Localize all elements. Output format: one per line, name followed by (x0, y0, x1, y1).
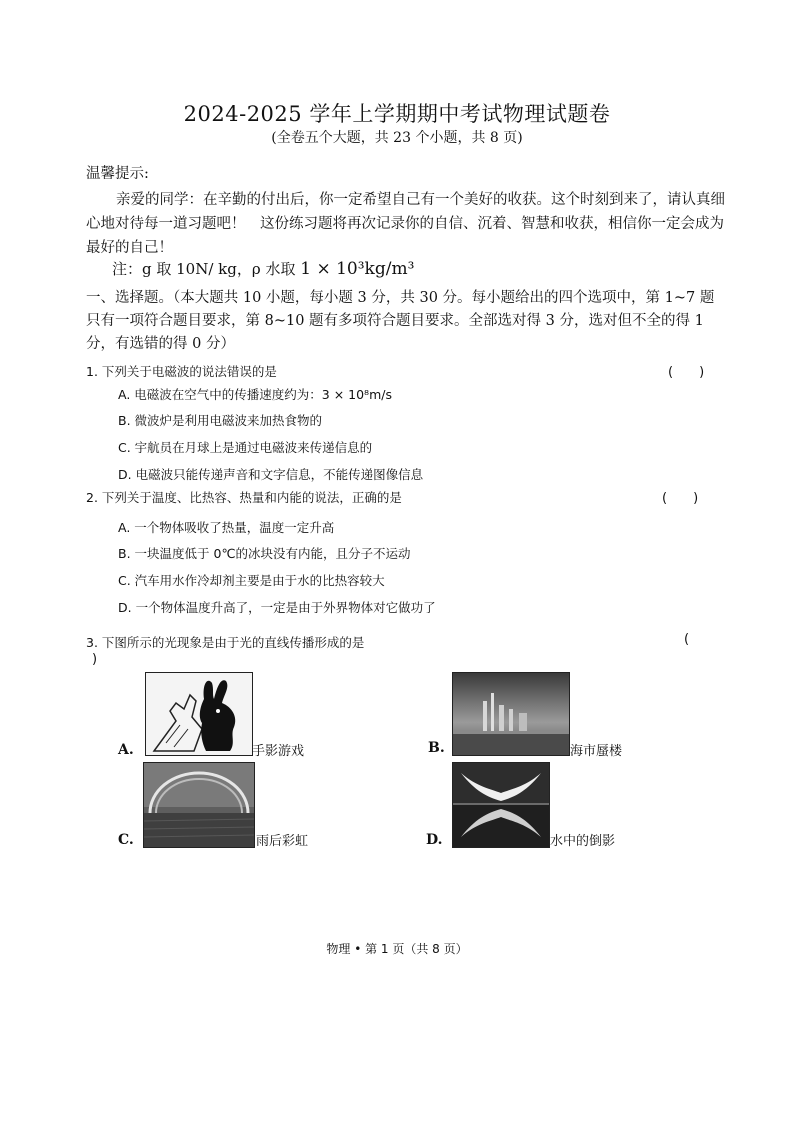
q3-image-b-letter: B. (428, 740, 445, 756)
page-title: 2024-2025 学年上学期期中考试物理试题卷 (183, 102, 611, 126)
q3-image-c-rainbow (143, 762, 255, 848)
question-1-answer-paren: ( ) (668, 365, 705, 380)
mirage-illustration (453, 673, 569, 755)
q3-image-c-caption: 雨后彩虹 (256, 834, 309, 849)
q1-option-b: B. 微波炉是利用电磁波来加热食物的 (118, 413, 323, 428)
question-2-answer-paren: ( ) (662, 491, 699, 506)
note-value: 1 × 10³kg/m³ (300, 259, 415, 279)
question-3-stem: 3. 下图所示的光现象是由于光的直线传播形成的是 (86, 635, 365, 650)
question-3-paren-open: ( (684, 632, 690, 647)
note-prefix: 注：g 取 10N/ kg，ρ 水取 (112, 260, 296, 278)
q2-option-d: D. 一个物体温度升高了，一定是由于外界物体对它做功了 (118, 600, 436, 615)
q2-option-a: A. 一个物体吸收了热量，温度一定升高 (118, 520, 335, 535)
q3-image-b-mirage (452, 672, 570, 756)
q3-image-c-letter: C. (118, 832, 134, 848)
q2-option-c: C. 汽车用水作冷却剂主要是由于水的比热容较大 (118, 573, 385, 588)
q3-image-a-hand-shadow (145, 672, 253, 756)
q3-image-a-letter: A. (118, 742, 134, 758)
reflection-illustration (453, 763, 549, 847)
q3-image-b-caption: 海市蜃楼 (570, 744, 623, 759)
hint-note (112, 258, 414, 279)
question-3-paren-close: ) (92, 652, 98, 667)
hint-paragraph: 亲爱的同学：在辛勤的付出后，你一定希望自己有一个美好的收获。这个时刻到来了，请认真细心地对待每一道习题吧！ 这份练习题将再次记录你的自信、沉着、智慧和收获，相信你一定会成为最好的自己！ (86, 192, 725, 256)
q1-option-a: A. 电磁波在空气中的传播速度约为：3 × 10⁸m/s (118, 387, 392, 402)
hand-shadow-illustration (146, 673, 252, 755)
q3-image-d-reflection (452, 762, 550, 848)
q3-image-d-letter: D. (426, 832, 443, 848)
q3-image-d-caption: 水中的倒影 (550, 834, 616, 849)
page-footer: 物理 • 第 1 页（共 8 页） (326, 942, 468, 956)
q2-option-b: B. 一块温度低于 0℃的冰块没有内能，且分子不运动 (118, 546, 411, 561)
question-2-stem: 2. 下列关于温度、比热容、热量和内能的说法，正确的是 (86, 490, 402, 505)
question-1-stem: 1. 下列关于电磁波的说法错误的是 (86, 364, 277, 379)
hint-label: 温馨提示: (86, 166, 149, 182)
q3-image-a-caption: 手影游戏 (252, 744, 305, 759)
q1-option-d: D. 电磁波只能传递声音和文字信息，不能传递图像信息 (118, 467, 424, 482)
section-heading: 一、选择题。（本大题共 10 小题，每小题 3 分，共 30 分。每小题给出的四个选项中，第 1~7 题只有一项符合题目要求，第 8~10 题有多项符合题目要求。全部选对得 3 分，选对但不全的得 1 分，有选错的得 0 分） (86, 290, 715, 352)
q1-option-c: C. 宇航员在月球上是通过电磁波来传递信息的 (118, 440, 373, 455)
rainbow-illustration (144, 763, 254, 847)
page-subtitle: (全卷五个大题，共 23 个小题，共 8 页) (271, 130, 523, 146)
